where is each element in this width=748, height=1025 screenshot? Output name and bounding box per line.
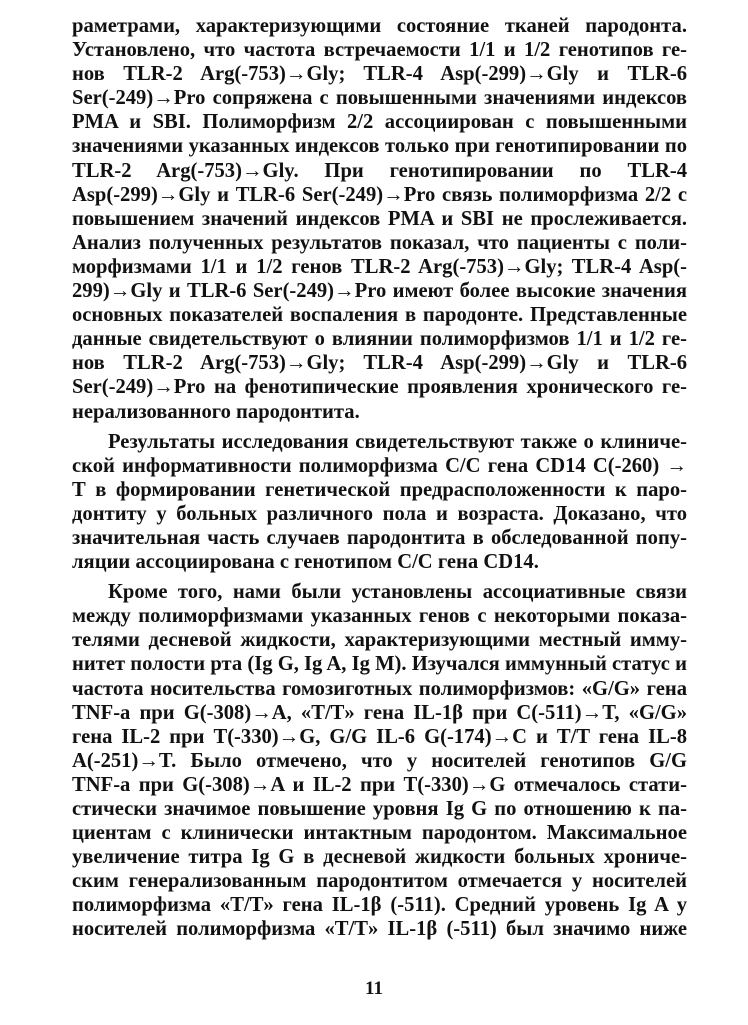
text-line: гена IL-2 при T(-330)→G, G/G IL-6 G(-174)→C и T/T гена IL-8: [72, 725, 687, 748]
text-line: данные свидетельствуют о влиянии полиморфизмов 1/1 и 1/2 ге-: [72, 328, 687, 351]
text-line: увеличение титра Ig G в десневой жидкости больных хрониче-: [72, 846, 687, 869]
text-line: значениями указанных индексов только при генотипировании по: [72, 135, 687, 158]
text-line: телями десневой жидкости, характеризующими местный имму-: [72, 629, 687, 652]
text-line: TNF-a при G(-308)→A, «T/T» гена IL-1β при С(-511)→T, «G/G»: [72, 701, 687, 724]
text-line: ляции ассоциирована с генотипом С/С гена CD14.: [72, 551, 539, 574]
text-line: TNF-a при G(-308)→A и IL-2 при T(-330)→G отмечалось стати-: [72, 773, 687, 796]
text-line: Asp(-299)→Gly и TLR-6 Ser(-249)→Pro связь полиморфизма 2/2 с: [72, 183, 687, 206]
paragraph-1: [72, 14, 687, 424]
text-line: Установлено, что частота встречаемости 1/1 и 1/2 генотипов ге-: [72, 39, 687, 62]
text-line: значительная часть случаев пародонтита в обследованной попу-: [72, 526, 687, 549]
text-line: частота носительства гомозиготных полиморфизмов: «G/G» гена: [72, 677, 687, 700]
text-line: полиморфизма «T/T» гена IL-1β (-511). Средний уровень Ig A у: [72, 894, 687, 917]
text-line: нов TLR-2 Arg(-753)→Gly; TLR-4 Asp(-299)→Gly и TLR-6: [72, 63, 687, 86]
text-line: ским генерализованным пародонтитом отмечается у носителей: [72, 870, 687, 893]
text-line: морфизмами 1/1 и 1/2 генов TLR-2 Arg(-753)→Gly; TLR-4 Asp(-: [72, 255, 687, 278]
text-line: нерализованного пародонтита.: [72, 400, 360, 423]
text-line: TLR-2 Arg(-753)→Gly. При генотипировании по TLR-4: [72, 159, 687, 182]
text-line: PMA и SBI. Полиморфизм 2/2 ассоциирован с повышенными: [72, 111, 687, 134]
text-line: стически значимое повышение уровня Ig G по отношению к па-: [72, 798, 687, 820]
page-number: 11: [365, 978, 383, 999]
text-line: носителей полиморфизма «T/T» IL-1β (-511) был значимо ниже: [72, 918, 687, 941]
text-line: между полиморфизмами указанных генов с некоторыми показа-: [72, 605, 687, 628]
text-line: донтиту у больных различного пола и возраста. Доказано, что: [72, 502, 687, 525]
paragraph-3: [72, 580, 687, 941]
text-line: повышением значений индексов PMA и SBI не прослеживается.: [72, 207, 687, 230]
text-line: циентам с клинически интактным пародонтом. Максимальное: [72, 822, 687, 845]
text-line: 299)→Gly и TLR-6 Ser(-249)→Pro имеют более высокие значения: [72, 280, 687, 303]
paragraph-2: [72, 430, 687, 575]
text-line: нов TLR-2 Arg(-753)→Gly; TLR-4 Asp(-299)→Gly и TLR-6: [72, 352, 687, 375]
text-line: Ser(-249)→Pro на фенотипические проявления хронического ге-: [72, 376, 687, 399]
text-line: Кроме того, нами были установлены ассоциативные связи: [108, 581, 687, 604]
text-line: Анализ полученных результатов показал, что пациенты с поли-: [72, 231, 687, 254]
text-line: раметрами, характеризующими состояние тканей пародонта.: [72, 15, 687, 37]
document-page: [72, 14, 687, 942]
text-line: Результаты исследования свидетельствуют также о клиниче-: [108, 430, 687, 453]
text-line: нитет полости рта (Ig G, Ig A, Ig M). Изучался иммунный статус и: [72, 653, 687, 676]
text-line: Т в формировании генетической предрасположенности к паро-: [72, 478, 687, 501]
text-line: ской информативности полиморфизма С/С гена CD14 С(-260) →: [72, 454, 687, 477]
text-line: Ser(-249)→Pro сопряжена с повышенными значениями индексов: [72, 87, 687, 110]
text-line: A(-251)→T. Было отмечено, что у носителей генотипов G/G: [72, 749, 687, 772]
text-line: основных показателей воспаления в пародонте. Представленные: [72, 304, 687, 327]
